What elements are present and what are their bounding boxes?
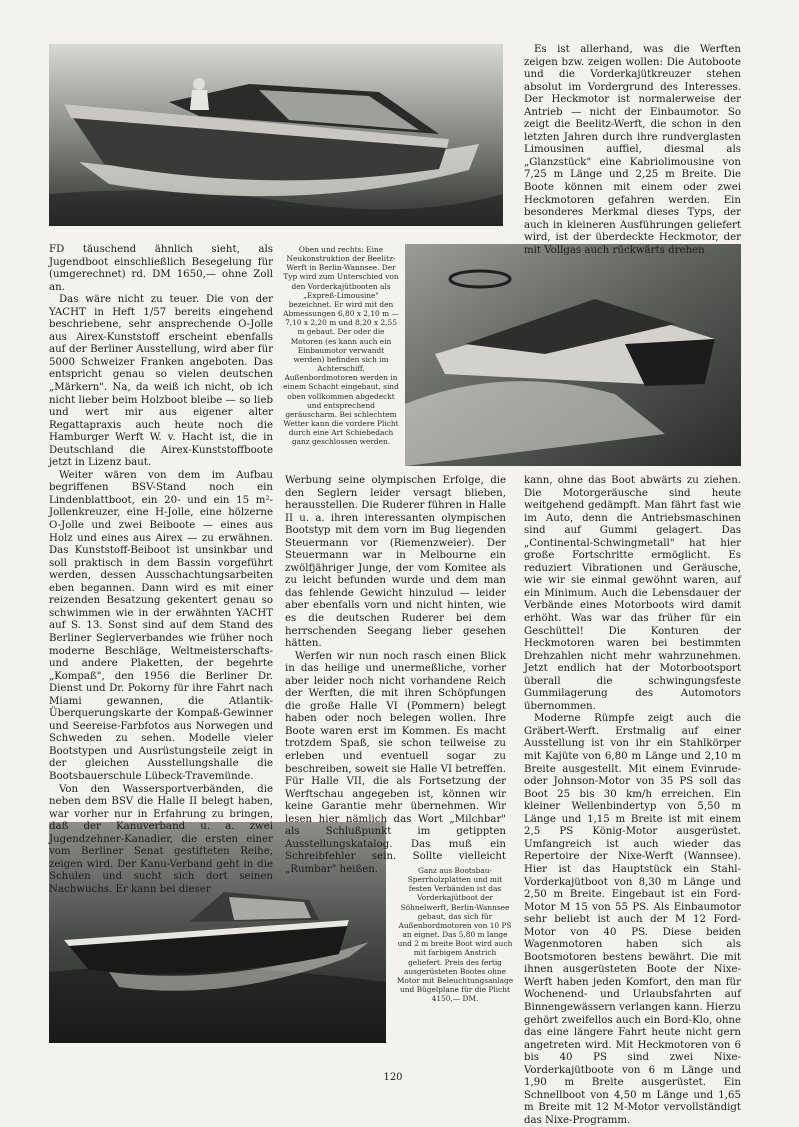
photo-express-limousine: [405, 244, 741, 466]
text-column-right-top: [524, 44, 741, 256]
paragraph: Das wäre nicht zu teuer. Die von der YACHT in Heft 1/57 bereits eingehend beschriebene, sehr ansprechende O-Jolle aus Airex-Kunststoff erscheint ebenfalls auf der Berliner Ausstellung, wird aber für 5000 Schweizer Franken angeboten. Das entspricht genau so vielen deutschen „Märkern". Na, da weiß ich nicht, ob ich nicht lieber beim Holzboot bleibe — so lieb und wert mir aus eigener alter Regattapraxis auch heute noch die Hamburger Werft W. v. Hacht ist, die in Deutschland die Airex-Kunststoffboote jetzt in Lizenz baut.: [49, 294, 273, 469]
paragraph: Werbung seine olympischen Erfolge, die den Seglern leider versagt blieben, herausstellen. Die Ruderer führen in Halle II u. a. ihren interessanten olympischen Bootstyp mit dem vorn im Bug liegenden Steuermann vor (Riemenzweier). Der Steuermann war in Melbourne ein zwölfjähriger Junge, der vom Komitee als zu leicht befunden wurde und dem man das fehlende Gewicht hinzulud — leider aber ebenfalls vorn und nicht hinten, wie es die deutschen Ruderer bei dem herrschenden Seegang lieber gesehen hätten.: [285, 475, 506, 650]
paragraph: FD täuschend ähnlich sieht, als Jugendboot einschließlich Besegelung für (umgerechnet) rd. DM 1650,— ohne Zoll an.: [49, 244, 273, 293]
paragraph: kann, ohne das Boot abwärts zu ziehen. Die Motorgeräusche sind heute weitgehend gedämpft. Man fährt fast wie im Auto, denn die Antriebsmaschinen sind auf Gummi gelagert. Das „Continental-Schwingmetall" hat hier große Fortschritte ermöglicht. Es reduziert Vibrationen und Geräusche, wie wir sie einmal gewöhnt waren, auf ein Minimum. Auch die Lebensdauer der Verbände eines Motorboots wird damit erhöht. Was war das früher für ein Geschüttel! Die Konturen der Heckmotoren waren bei bestimmten Drehzahlen nicht mehr wahrzunehmen. Jetzt endlich hat der Motorbootsport überall die schwingungsfeste Gummilagerung des Automotors übernommen.: [524, 475, 741, 712]
paragraph: Von den Wassersportverbänden, die neben dem BSV die Halle II belegt haben, war vorher nur in Erfahrung zu bringen, daß der Kanuverband u. a. zwei Jugendzehner-Kanadier, die ersten einer vom Berliner Senat gestifteten Reihe, zeigen wird. Der Kanu-Verband geht in die Schulen und sucht sich dort seinen Nachwuchs. Er kann bei dieser: [49, 783, 273, 895]
text-column-left: [49, 244, 273, 895]
page-number: 120: [383, 1072, 403, 1083]
paragraph: Es ist allerhand, was die Werften zeigen bzw. zeigen wollen: Die Autoboote und die Vorderkajütkreuzer stehen absolut im Vordergrund des Interesses. Der Heckmotor ist normalerweise der Antrieb — nicht der Einbaumotor. So zeigt die Beelitz-Werft, die schon in den letzten Jahren durch ihre rundverglasten Limousinen auffiel, diesmal als „Glanzstück" eine Kabriolimousine von 7,25 m Länge und 2,25 m Breite. Die Boote können mit einem oder zwei Heckmotoren gefahren werden. Ein besonderes Merkmal dieses Typs, der auch in kleineren Ausführungen geliefert wird, ist der überdeckte Heckmotor, der mit Vollgas auch rückwärts drehen: [524, 44, 741, 256]
paragraph: Werfen wir nun noch rasch einen Blick in das heilige und unermeßliche, vorher aber leider noch nicht vorhandene Reich der Werften, die mit ihren Schöpfungen die große Halle VI (Pommern) belegt haben oder noch belegen wollen. Ihre Boote waren erst im Kommen. Es macht trotzdem Spaß, sie schon teilweise zu erleben und eventuell sogar zu beschreiben, soweit sie Halle VI betreffen. Für Halle VII, die als Fortsetzung der Werftschau angegeben ist, können wir keine Garantie mehr übernehmen. Wir lesen hier nämlich das Wort „Milchbar" als Schlußpunkt im getippten Ausstellungskatalog. Das muß ein Schreibfehler sein. Sollte vielleicht „Rumbar" heißen.: [285, 650, 506, 875]
photo-cabriolimousine-boat: [49, 44, 503, 226]
caption-express-limousine: Oben und rechts: Eine Neukonstruktion der Beelitz-Werft in Berlin-Wannsee. Der Typ wird zum Unterschied von den Vorderkajütbooten als „Expreß-Limousine" bezeichnet. Er wird mit den Abmessungen 6,80 x 2,10 m — 7,10 x 2,20 m und 8,20 x 2,55 m gebaut. Der oder die Motoren (es kann auch ein Einbaumotor verwandt werden) befinden sich im Achterschiff. Außenbordmotoren werden in einem Schacht eingebaut, sind oben vollkommen abgedeckt und entsprechend geräuscharm. Bei schlechtem Wetter kann die vordere Plicht durch eine Art Schiebedach ganz geschlossen werden.: [283, 245, 399, 447]
paragraph: Moderne Rümpfe zeigt auch die Gräbert-Werft. Erstmalig auf einer Ausstellung ist von ihr ein Stahlkörper mit Kajüte von 6,80 m Länge und 2,10 m Breite ausgestellt. Mit einem Evinrude- oder Johnson-Motor von 35 PS soll das Boot 25 bis 30 km/h erreichen. Ein kleiner Wellenbindertyp von 5,50 m Länge und 1,15 m Breite ist mit einem 2,5 PS König-Motor ausgerüstet. Umfangreich ist auch wieder das Repertoire der Nixe-Werft (Wannsee). Hier ist das Hauptstück ein Stahl-Vorderkajütboot von 8,30 m Länge und 2,50 m Breite. Eingebaut ist ein Ford-Motor M 15 von 55 PS. Als Einbaumotor sehr beliebt ist auch der M 12 Ford-Motor von 40 PS. Diese beiden Wagenmotoren haben sich als Bootsmotoren bestens bewährt. Die mit ihnen ausgerüsteten Boote der Nixe-Werft haben jeden Komfort, den man für Wochenend- und Urlaubsfahrten auf Binnengewässern verlangen kann. Hierzu gehört zweifellos auch ein Bord-Klo, ohne das eine längere Fahrt heute nicht gern angetreten wird. Mit Heckmotoren von 6 bis 40 PS sind zwei Nixe-Vorderkajütboote von 6 m Länge und 1,90 m Breite ausgerüstet. Ein Schnellboot von 4,50 m Länge und 1,65 m Breite mit 12 M-Motor vervollständigt das Nixe-Programm.: [524, 713, 741, 1126]
text-column-right-bottom: [524, 475, 741, 1126]
paragraph: Weiter wären von dem im Aufbau begriffenen BSV-Stand noch ein Lindenblattboot, ein 20- und ein 15 m²-Jollenkreuzer, eine H-Jolle, eine hölzerne O-Jolle und zwei Beiboote — eines aus Holz und eines aus Airex — zu erwähnen. Das Kunststoff-Beiboot ist unsinkbar und soll praktisch in dem Bassin vorgeführt werden, dessen Ausschachtungsarbeiten eben begannen. Dann wird es mit einer reizenden Besatzung gekentert genau so schwimmen wie in der erwähnten YACHT auf S. 13. Sonst sind auf dem Stand des Berliner Seglerverbandes wie früher noch moderne Beschläge, Weltmeisterschafts- und andere Plaketten, der begehrte „Kompaß", den 1956 die Berliner Dr. Dienst und Dr. Pokorny für ihre Fahrt nach Miami gewannen, die Atlantik-Überquerungskarte der Kompaß-Gewinner und Seereise-Farbfotos aus Norwegen und Schweden zu sehen. Modelle vieler Bootstypen und Ausrüstungsteile zeigt in der gleichen Ausstellungshalle die Bootsbauerschule Lübeck-Travemünde.: [49, 469, 273, 782]
caption-vorderkajuetboot: Ganz aus Bootsbau-Sperrholzplatten und mit festen Verbänden ist das Vorderkajütboot der Söhnelwerft, Berlin-Wannsee gebaut, das sich für Außenbordmotoren von 10 PS an eignet. Das 5,80 m lange und 2 m breite Boot wird auch mit farbigem Anstrich geliefert. Preis des fertig ausgerüsteten Bootes ohne Motor mit Beleuchtungsanlage und Bügelplane für die Plicht 4150,— DM.: [396, 866, 514, 1004]
text-column-middle: [285, 475, 506, 875]
